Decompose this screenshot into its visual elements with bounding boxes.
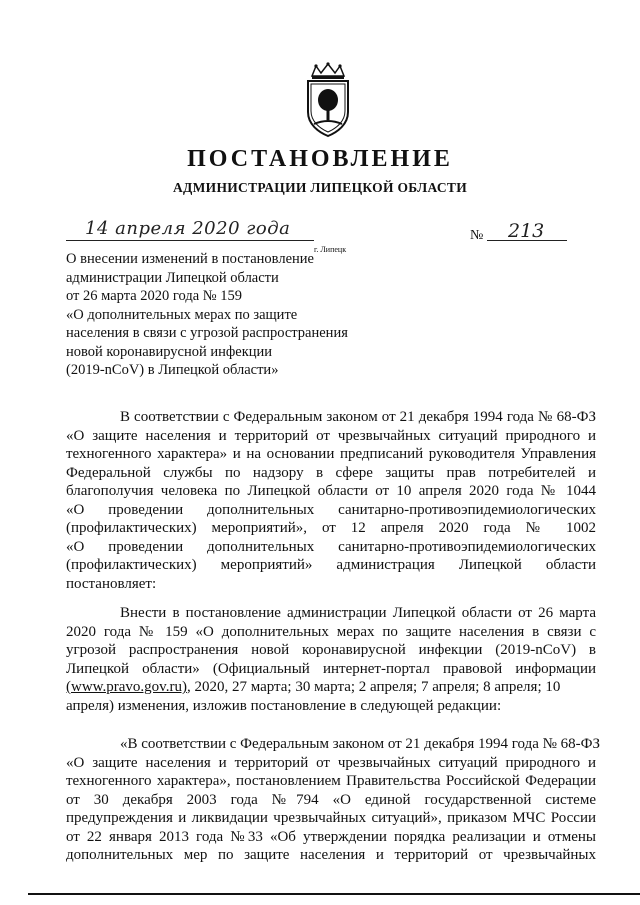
text-line: Федеральной службы по надзору в сфере защиты прав потребителей и [66, 464, 596, 481]
document-title: ПОСТАНОВЛЕНИЕ [187, 146, 453, 172]
heading-line: администрации Липецкой области [66, 269, 279, 286]
text-line: благополучия человека по Липецкой области от 10 апреля 2020 года № 1044 [66, 483, 596, 499]
text-line: Липецкой области» (Официальный интернет-портал правовой информации [66, 660, 596, 677]
text-line: «О проведении дополнительных санитарно-противоэпидемиологических [66, 538, 596, 555]
text-line: от 30 декабря 2003 года №794 «О единой государственной системе [66, 791, 596, 808]
paragraph-new-wording [66, 735, 601, 865]
pravo-gov-link[interactable]: (www.pravo.gov.ru) [66, 679, 187, 695]
handwritten-date: 14 апреля 2020 года [85, 218, 291, 239]
heading-line: (2019-nCoV) в Липецкой области» [66, 362, 279, 378]
text-line: «О защите населения и территорий от чрезвычайных ситуаций природного и [66, 754, 596, 771]
text-line: (профилактических) мероприятий», от 12 апреля 2020 года № 1002 [66, 520, 596, 536]
text-line: техногенного характера» и на основании предписаний руководителя Управления [66, 446, 596, 462]
coat-of-arms-icon [302, 62, 354, 138]
heading-line: О внесении изменений в постановление [66, 251, 314, 267]
heading-line: населения в связи с угрозой распространения [66, 325, 348, 341]
text-line: дополнительных мер по защите населения и территорий от чрезвычайных [66, 847, 596, 863]
page-bottom-rule [28, 893, 640, 895]
text-line: постановляет: [66, 575, 157, 592]
heading-line: от 26 марта 2020 года № 159 [66, 288, 242, 304]
text-line: апреля) изменения, изложив постановление в следующей редакции: [66, 697, 502, 714]
handwritten-number: 213 [508, 220, 545, 242]
text-line: «О защите населения и территорий от чрезвычайных ситуаций природного и [66, 427, 596, 444]
paragraph-resolution [66, 604, 596, 715]
date-underline [66, 240, 314, 241]
place-label: г. Липецк [314, 245, 347, 254]
text-line: (профилактических) мероприятий» администрация Липецкой области [66, 557, 596, 573]
text-fragment: , 2020, 27 марта; 30 марта; 2 апреля; 7 апреля; 8 апреля; 10 [186, 679, 561, 695]
heading-line: новой коронавирусной инфекции [66, 343, 273, 360]
text-line: угрозой распространения новой коронавирусной инфекции (2019-nCoV) в [66, 642, 596, 658]
document-subtitle: АДМИНИСТРАЦИИ ЛИПЕЦКОЙ ОБЛАСТИ [172, 180, 468, 195]
paragraph-preamble [66, 408, 596, 593]
text-line: техногенного характера», постановлением Правительства Российской Федерации [66, 773, 596, 789]
text-line: «В соответствии с Федеральным законом от 21 декабря 1994 года № 68-ФЗ [120, 736, 601, 752]
text-line: 2020 года № 159 «О дополнительных мерах по защите населения в связи с [66, 623, 596, 640]
text-line: от 22 января 2013 года №33 «Об утверждении порядка реализации и отмены [66, 828, 596, 845]
text-line: Внести в постановление администрации Липецкой области от 26 марта [120, 605, 596, 621]
text-line-with-link [66, 678, 596, 697]
number-underline [487, 240, 567, 241]
text-line: «О проведении дополнительных санитарно-противоэпидемиологических [66, 501, 596, 518]
text-line: предупреждения и ликвидации чрезвычайных ситуаций», приказом МЧС России [66, 810, 596, 826]
heading-line: «О дополнительных мерах по защите [66, 306, 298, 323]
document-heading [66, 250, 348, 380]
text-line: В соответствии с Федеральным законом от 21 декабря 1994 года № 68-ФЗ [120, 409, 596, 425]
number-sign: № [470, 228, 484, 243]
